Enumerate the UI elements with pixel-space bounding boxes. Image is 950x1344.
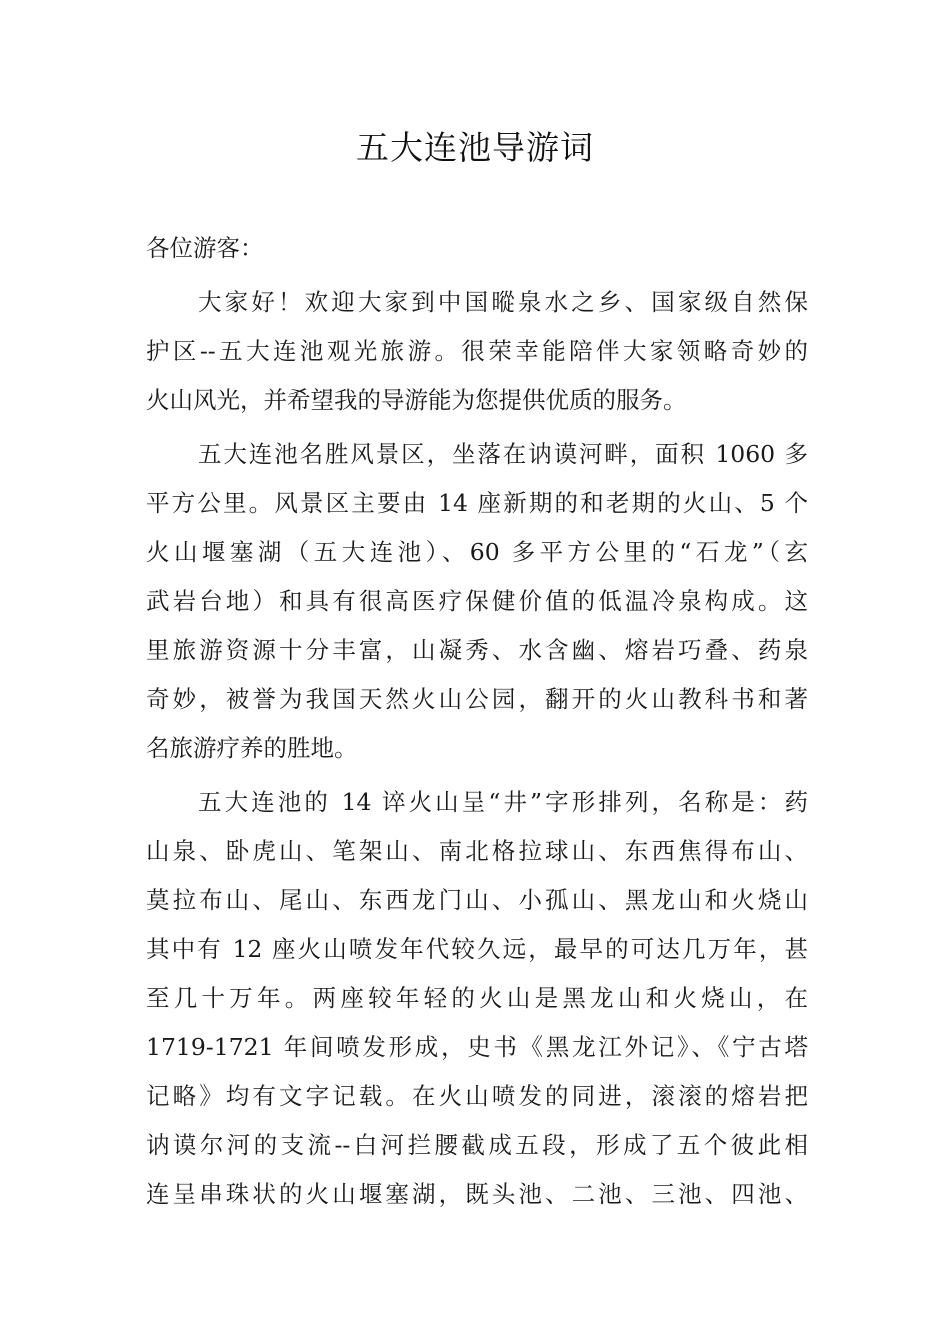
paragraph-1-line-1: 大家好！欢迎大家到中国暰泉水之乡、国家级自然保 (198, 288, 808, 316)
paragraph-3-line-6: 1719-1721 年间喷发形成，史书《黑龙江外记》、《宁古塔 (146, 1033, 808, 1061)
paragraph-3-line-4: 其中有 12 座火山喷发年代较久远，最早的可达几万年，甚 (146, 935, 808, 963)
paragraph-1-line-3: 火山风光，并希望我的导游能为您提供优质的服务。 (146, 386, 687, 414)
paragraph-3-line-5: 至几十万年。两座较年轻的火山是黑龙山和火烧山，在 (146, 984, 808, 1012)
paragraph-3-line-3: 莫拉布山、尾山、东西龙门山、小孤山、黑龙山和火烧山 (146, 886, 808, 914)
paragraph-3-line-2: 山泉、卧虎山、笔架山、南北格拉球山、东西焦得布山、 (146, 837, 808, 865)
greeting: 各位游客： (146, 234, 264, 262)
paragraph-2-line-7: 名旅游疗养的胜地。 (146, 734, 358, 762)
paragraph-2-line-2: 平方公里。风景区主要由 14 座新期的和老期的火山、5 个 (146, 489, 808, 517)
paragraph-3-line-9: 连呈串珠状的火山堰塞湖，既头池、二池、三池、四池、 (146, 1180, 808, 1208)
paragraph-2-line-6: 奇妙，被誉为我国天然火山公园，翻开的火山教科书和著 (146, 685, 808, 713)
paragraph-2-line-5: 里旅游资源十分丰富，山凝秀、水含幽、熔岩巧叠、药泉 (146, 636, 808, 664)
paragraph-3-line-1: 五大连池的 14 谇火山呈“井”字形排列，名称是：药 (198, 788, 808, 816)
paragraph-3-line-7: 记略》均有文字记载。在火山喷发的同进，滚滚的熔岩把 (146, 1082, 808, 1110)
document-title: 五大连池导游词 (356, 128, 594, 167)
paragraph-1 (146, 278, 808, 425)
paragraph-2-line-1: 五大连池名胜风景区，坐落在讷谟河畔，面积 1060 多 (198, 440, 808, 468)
paragraph-2-line-3: 火山堰塞湖（五大连池）、60 多平方公里的“石龙”（玄 (146, 538, 808, 566)
paragraph-1-line-2: 护区--五大连池观光旅游。很荣幸能陪伴大家领略奇妙的 (146, 337, 808, 365)
paragraph-2-line-4: 武岩台地）和具有很高医疗保健价值的低温冷泉构成。这 (146, 587, 808, 615)
document-body (146, 224, 808, 1219)
paragraph-2 (146, 430, 808, 773)
paragraph-3 (146, 778, 808, 1219)
paragraph-3-line-8: 讷谟尔河的支流--白河拦腰截成五段，形成了五个彼此相 (146, 1131, 808, 1159)
